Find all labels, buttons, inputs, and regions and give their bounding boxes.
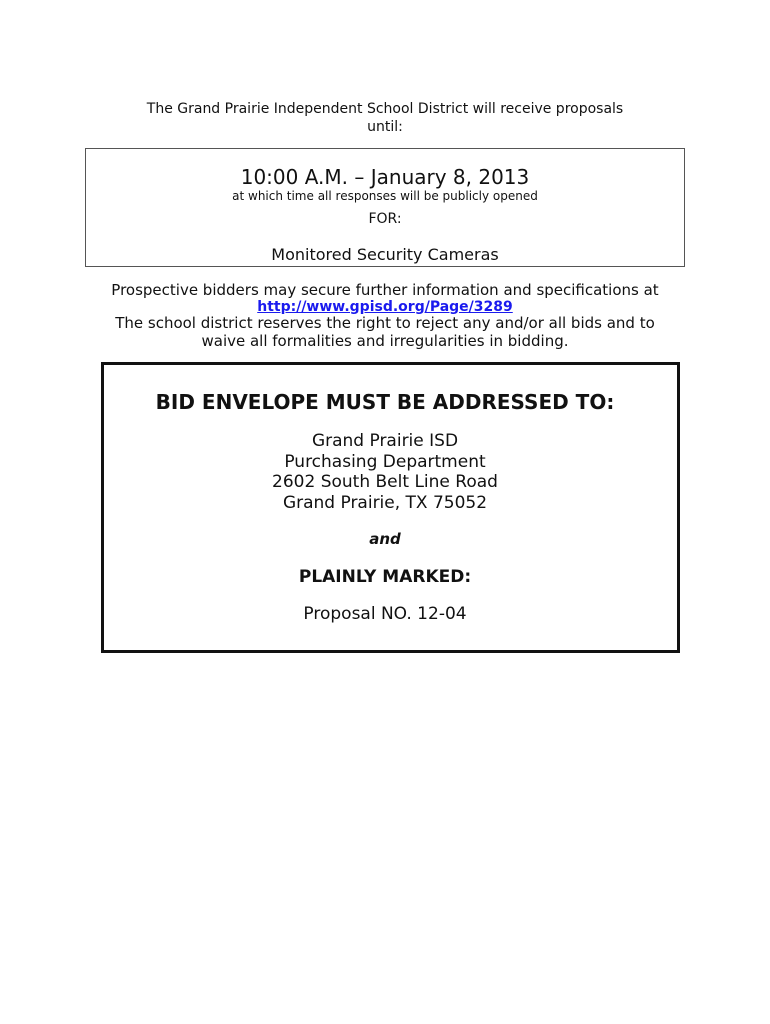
address-line: Purchasing Department (284, 452, 486, 472)
proposal-number: Proposal NO. 12-04 (303, 604, 467, 624)
intro-line-1: The Grand Prairie Independent School District will receive proposals (146, 101, 624, 117)
address-heading: BID ENVELOPE MUST BE ADDRESSED TO: (155, 390, 615, 414)
deadline-datetime: 10:00 A.M. – January 8, 2013 (240, 165, 530, 189)
info-line-4: waive all formalities and irregularities in bidding. (201, 332, 569, 350)
address-line: Grand Prairie, TX 75052 (282, 493, 488, 513)
info-line-3: The school district reserves the right to reject any and/or all bids and to (115, 314, 655, 332)
bid-subject: Monitored Security Cameras (271, 245, 499, 264)
address-line: Grand Prairie ISD (311, 431, 459, 451)
and-text: and (369, 530, 401, 548)
plainly-marked-label: PLAINLY MARKED: (298, 567, 472, 587)
specifications-link[interactable]: http://www.gpisd.org/Page/3289 (257, 299, 513, 315)
for-label: FOR: (368, 211, 402, 227)
address-line: 2602 South Belt Line Road (272, 472, 498, 492)
intro-line-2: until: (367, 119, 403, 135)
info-line-1: Prospective bidders may secure further information and specifications at (111, 281, 659, 299)
deadline-note: at which time all responses will be publicly opened (232, 189, 538, 203)
